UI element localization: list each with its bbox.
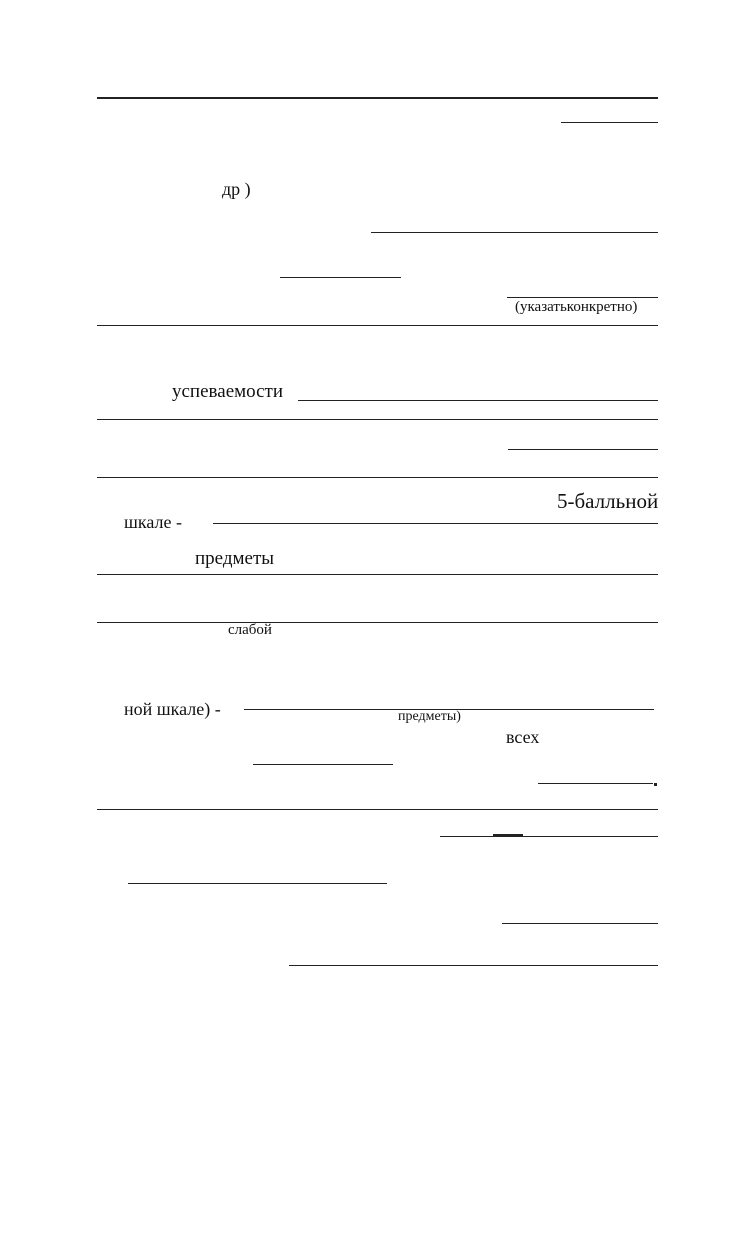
bold-mark xyxy=(493,834,523,837)
blank-line xyxy=(440,836,658,837)
text-predmety: предметы xyxy=(195,548,275,569)
top-divider xyxy=(97,97,658,99)
blank-line xyxy=(213,523,658,524)
blank-line xyxy=(538,783,653,784)
period-mark xyxy=(654,783,657,786)
divider xyxy=(97,809,658,810)
text-uspevaemosti: успеваемости xyxy=(172,381,284,402)
text-shkale: шкале - xyxy=(124,512,182,532)
blank-line xyxy=(561,122,658,123)
divider xyxy=(97,477,658,478)
blank-line xyxy=(298,400,658,401)
divider xyxy=(97,574,658,575)
divider xyxy=(97,419,658,420)
divider xyxy=(97,622,658,623)
blank-line xyxy=(371,232,658,233)
text-dr: др ) xyxy=(222,179,251,199)
text-five-point: 5-балльной xyxy=(557,489,659,513)
blank-line xyxy=(128,883,387,884)
divider xyxy=(97,325,658,326)
blank-line xyxy=(508,449,658,450)
text-noy-shkale: ной шкале) - xyxy=(124,699,221,719)
blank-line xyxy=(280,277,401,278)
specify-note: (указатьконкретно) xyxy=(515,299,638,315)
text-predmety-paren: предметы) xyxy=(398,709,461,724)
blank-line xyxy=(253,764,393,765)
text-vseh: всех xyxy=(506,727,540,747)
text-slaboy: слабой xyxy=(228,622,272,638)
blank-line xyxy=(507,297,658,298)
blank-line xyxy=(502,923,658,924)
blank-line xyxy=(289,965,658,966)
